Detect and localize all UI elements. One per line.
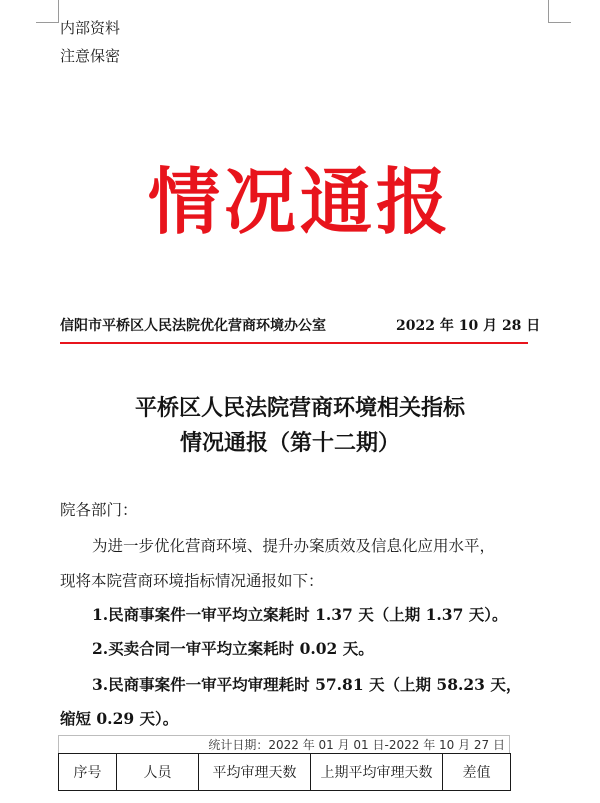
confidential-label: 注意保密 [60, 47, 121, 65]
item-2: 2.买卖合同一审平均立案耗时 0.02 天。 [92, 639, 374, 658]
indicator-table [58, 753, 511, 791]
intro-paragraph-line2: 现将本院营商环境指标情况通报如下： [60, 572, 324, 590]
table-header-cell: 上期平均审理天数 [311, 754, 443, 791]
table-header-cell: 平均审理天数 [199, 754, 311, 791]
internal-material-label: 内部资料 [60, 19, 121, 37]
item-3-line1: 3.民商事案件一审平均审理耗时 57.81 天（上期 58.23 天， [92, 675, 522, 694]
table-header-cell: 序号 [59, 754, 117, 791]
table-header-cell: 人员 [117, 754, 199, 791]
page-corner-mark-left [36, 0, 59, 23]
document-title-line2: 情况通报（第十二期） [179, 430, 400, 456]
intro-paragraph-line1: 为进一步优化营商环境、提升办案质效及信息化应用水平， [92, 537, 496, 555]
issue-date: 2022 年 10 月 28 日 [396, 318, 541, 334]
item-3-line2: 缩短 0.29 天）。 [60, 709, 179, 728]
table-header-cell: 差值 [443, 754, 511, 791]
salutation: 院各部门： [60, 501, 138, 519]
red-divider [60, 342, 528, 344]
page-corner-mark-right [548, 0, 571, 23]
table-header-row [59, 754, 511, 791]
document-title-line1: 平桥区人民法院营商环境相关指标 [134, 395, 465, 421]
issuer-org: 信阳市平桥区人民法院优化营商环境办公室 [60, 318, 326, 334]
masthead-title: 情况通报 [147, 160, 452, 244]
item-1: 1.民商事案件一审平均立案耗时 1.37 天（上期 1.37 天）。 [92, 605, 508, 624]
stats-date-range: 统计日期：2022 年 01 月 01 日-2022 年 10 月 27 日 [58, 735, 510, 753]
